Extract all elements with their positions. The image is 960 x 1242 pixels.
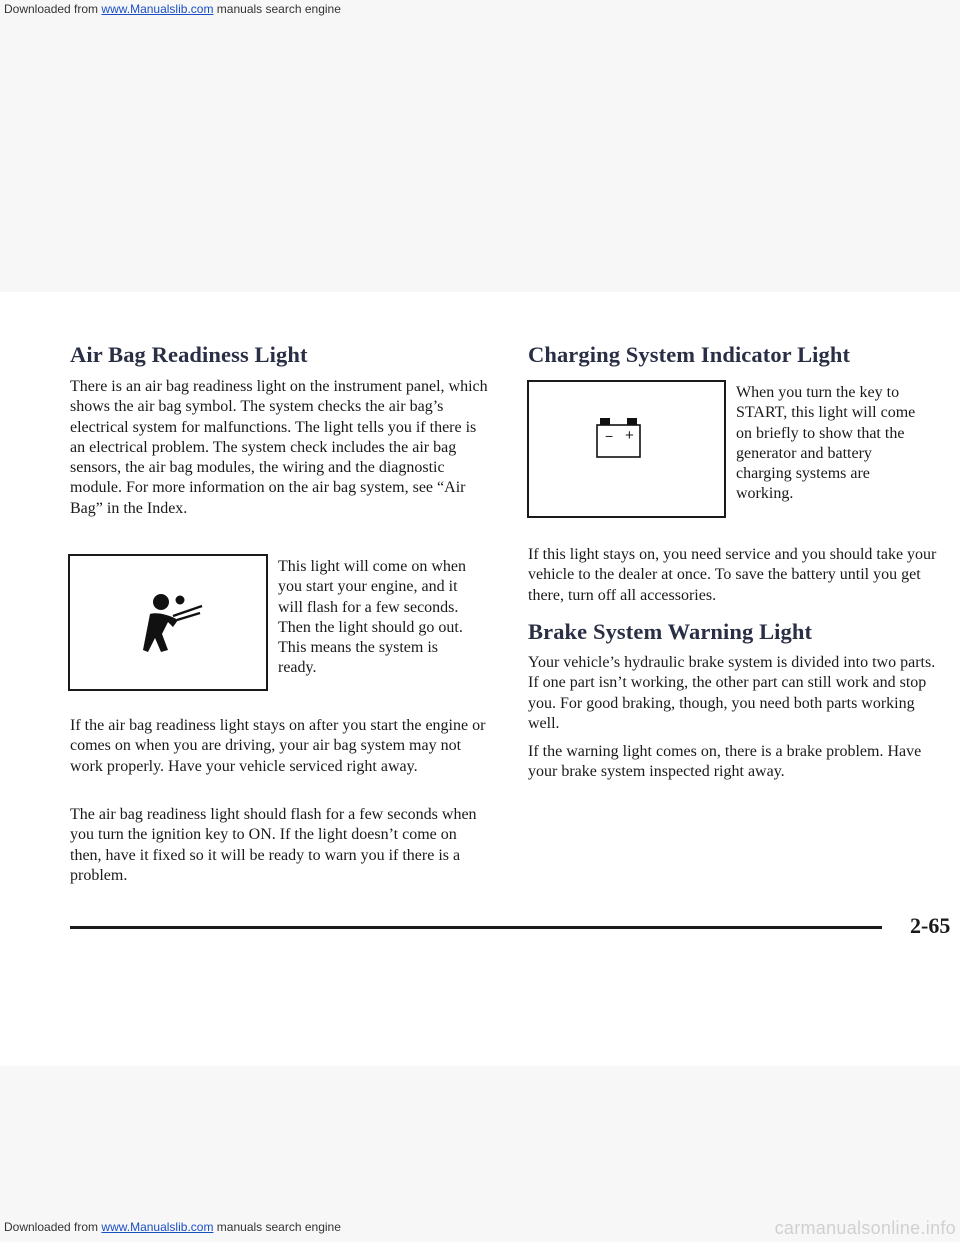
footer-rule xyxy=(70,926,882,929)
air-bag-heading: Air Bag Readiness Light xyxy=(70,342,308,367)
charging-icon-caption: When you turn the key to START, this light will come on briefly to show that the generator and battery charging systems are working. xyxy=(736,384,916,503)
manualslib-link[interactable]: www.Manualslib.com xyxy=(101,2,214,16)
battery-minus-label: − xyxy=(605,428,614,444)
watermark-bottom xyxy=(4,1220,341,1234)
watermark-suffix: manuals search engine xyxy=(216,2,341,16)
battery-icon xyxy=(529,382,724,516)
charging-system-heading: Charging System Indicator Light xyxy=(528,342,851,367)
charging-icon-box xyxy=(527,380,726,518)
watermark-prefix: Downloaded from xyxy=(4,2,99,16)
carmanualsonline-watermark: carmanualsonline.info xyxy=(774,1218,956,1238)
watermark-bottom-suffix: manuals search engine xyxy=(216,1220,341,1234)
air-bag-icon-caption: This light will come on when you start your engine, and it will flash for a few seconds. Then the light should go out. This means the system is ready. xyxy=(278,558,466,677)
air-bag-intro: There is an air bag readiness light on the instrument panel, which shows the air bag symbol. The system checks the air bag’s electrical system for malfunctions. The light tells you if there is an electrical problem. The system check includes the air bag sensors, the air bag modules, the wiring and the diagnostic module. For more information on the air bag system, see “Air Bag” in the Index. xyxy=(70,378,488,517)
watermark-bottom-prefix: Downloaded from xyxy=(4,1220,99,1234)
battery-plus-label: + xyxy=(625,427,634,444)
watermark-top xyxy=(4,2,341,16)
charging-paragraph: If this light stays on, you need service and you should take your vehicle to the dealer at once. To save the battery until you get there, turn off all accessories. xyxy=(528,546,937,604)
brake-paragraph-2: If the warning light comes on, there is a brake problem. Have your brake system inspected right away. xyxy=(528,743,922,781)
manualslib-link-bottom[interactable]: www.Manualslib.com xyxy=(101,1220,214,1234)
page-number: 2-65 xyxy=(910,913,951,938)
brake-paragraph-1: Your vehicle’s hydraulic brake system is divided into two parts. If one part isn’t working, the other part can still work and stop you. For good braking, though, you need both parts working well. xyxy=(528,654,936,732)
air-bag-paragraph-2: If the air bag readiness light stays on after you start the engine or comes on when you are driving, your air bag system may not work properly. Have your vehicle serviced right away. xyxy=(70,717,486,775)
air-bag-icon-box xyxy=(68,554,268,691)
air-bag-icon xyxy=(70,556,266,689)
brake-system-heading: Brake System Warning Light xyxy=(528,619,813,644)
air-bag-paragraph-3: The air bag readiness light should flash for a few seconds when you turn the ignition key to ON. If the light doesn’t come on then, have it fixed so it will be ready to warn you if there is a problem. xyxy=(70,806,477,884)
